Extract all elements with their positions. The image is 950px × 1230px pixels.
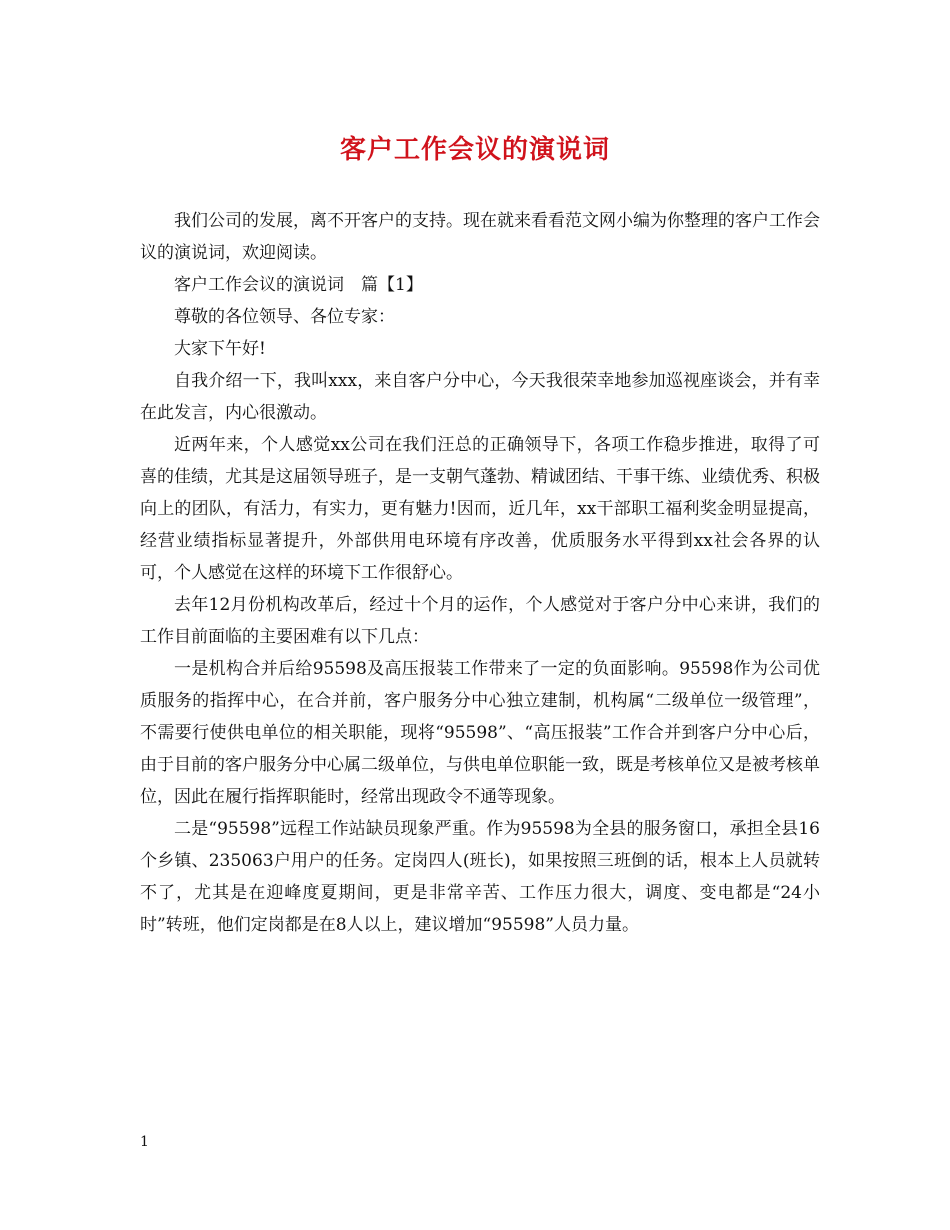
paragraph-point-one: 一是机构合并后给95598及高压报装工作带来了一定的负面影响。95598作为公司优质服务的指挥中心，在合并前，客户服务分中心独立建制，机构属“二级单位一级管理”，不需要行使供电单位的相关职能，现将“95598”、“高压报装”工作合并到客户分中心后，由于目前的客户服务分中心属二级单位，与供电单位职能一致，既是考核单位又是被考核单位，因此在履行指挥职能时，经常出现政令不通等现象。	[140, 659, 820, 807]
paragraph-salutation: 尊敬的各位领导、各位专家：	[174, 307, 395, 327]
paragraph-self-introduction: 自我介绍一下，我叫xxx，来自客户分中心，今天我很荣幸地参加巡视座谈会，并有幸在此发言，内心很激动。	[140, 371, 820, 423]
page-number: 1	[140, 1134, 149, 1150]
document-title: 客户工作会议的演说词	[339, 135, 610, 165]
paragraph-point-two: 二是“95598”远程工作站缺员现象严重。作为95598为全县的服务窗口，承担全县16个乡镇、235063户用户的任务。定岗四人(班长)，如果按照三班倒的话，根本上人员就转不了，尤其是在迎峰度夏期间，更是非常辛苦、工作压力很大，调度、变电都是“24小时”转班，他们定岗都是在8人以上，建议增加“95598”人员力量。	[140, 819, 820, 935]
paragraph-intro: 我们公司的发展，离不开客户的支持。现在就来看看范文网小编为你整理的客户工作会议的演说词，欢迎阅读。	[140, 211, 820, 263]
paragraph-section-heading: 客户工作会议的演说词 篇【1】	[174, 275, 423, 295]
document-body	[140, 205, 820, 941]
paragraph-difficulties-intro: 去年12月份机构改革后，经过十个月的运作，个人感觉对于客户分中心来讲，我们的工作目前面临的主要困难有以下几点：	[140, 595, 820, 647]
paragraph-achievements: 近两年来，个人感觉xx公司在我们汪总的正确领导下，各项工作稳步推进，取得了可喜的佳绩，尤其是这届领导班子，是一支朝气蓬勃、精诚团结、干事干练、业绩优秀、积极向上的团队，有活力，有实力，更有魅力!因而，近几年，xx干部职工福利奖金明显提高，经营业绩指标显著提升，外部供用电环境有序改善，优质服务水平得到xx社会各界的认可，个人感觉在这样的环境下工作很舒心。	[140, 435, 820, 583]
paragraph-greeting: 大家下午好!	[174, 339, 266, 359]
